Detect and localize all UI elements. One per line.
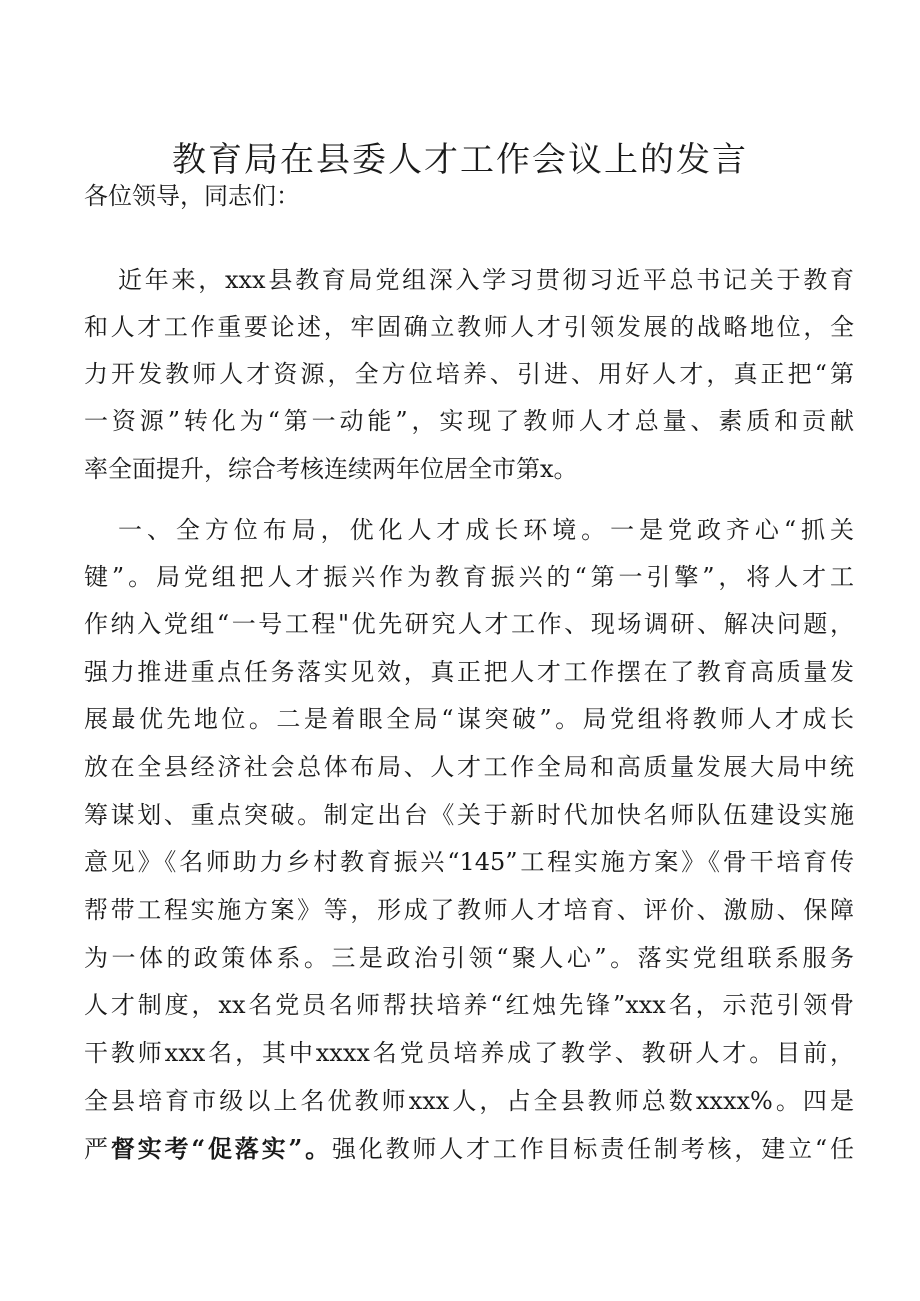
paragraph-2-line: 帮带工程实施方案》等，形成了教师人才培育、评价、激励、保障 [84, 896, 854, 924]
paragraph-1-line: 和人才工作重要论述，牢固确立教师人才引领发展的战略地位，全 [84, 313, 854, 341]
paragraph-2-line: 强力推进重点任务落实见效，真正把人才工作摆在了教育高质量发 [84, 658, 854, 686]
paragraph-2-line: 筹谋划、重点突破。制定出台《关于新时代加快名师队伍建设实施 [84, 801, 854, 829]
last-line-rest: 强化教师人才工作目标责任制考核，建立“任 [331, 1135, 855, 1163]
paragraph-2-line: 意见》《名师助力乡村教育振兴“145”工程实施方案》《骨干培育传 [84, 848, 854, 876]
greeting: 各位领导，同志们： [84, 182, 300, 210]
paragraph-2-last-line [84, 1131, 854, 1167]
paragraph-2-line: 人才制度，xx名党员名师帮扶培养“红烛先锋”xxx名，示范引领骨 [84, 991, 854, 1019]
bold-phrase: 督实考“促落实”。 [110, 1134, 332, 1163]
paragraph-2-line: 全县培育市级以上名优教师xxx人，占全县教师总数xxxx%。四是 [84, 1087, 854, 1115]
paragraph-2-line: 放在全县经济社会总体布局、人才工作全局和高质量发展大局中统 [84, 753, 854, 781]
paragraph-2-line: 作纳入党组“一号工程"优先研究人才工作、现场调研、解决问题， [84, 610, 854, 638]
paragraph-2-line: 一、全方位布局，优化人才成长环境。一是党政齐心“抓关 [118, 516, 854, 544]
paragraph-2-line: 键”。局党组把人才振兴作为教育振兴的“第一引擎”，将人才工 [84, 563, 854, 591]
paragraph-2-line: 干教师xxx名，其中xxxx名党员培养成了教学、教研人才。目前， [84, 1039, 854, 1067]
paragraph-1-line: 力开发教师人才资源，全方位培养、引进、用好人才，真正把“第 [84, 360, 854, 388]
paragraph-1-line: 近年来，xxx县教育局党组深入学习贯彻习近平总书记关于教育 [118, 266, 854, 294]
paragraph-1-line: 率全面提升，综合考核连续两年位居全市第x。 [84, 455, 578, 483]
paragraph-1-line: 一资源”转化为“第一动能”，实现了教师人才总量、素质和贡献 [84, 407, 854, 435]
last-line-prefix: 严 [84, 1135, 111, 1163]
document-title: 教育局在县委人才工作会议上的发言 [172, 140, 748, 180]
paragraph-2-line: 展最优先地位。二是着眼全局“谋突破”。局党组将教师人才成长 [84, 705, 854, 733]
paragraph-2-line: 为一体的政策体系。三是政治引领“聚人心”。落实党组联系服务 [84, 944, 854, 972]
